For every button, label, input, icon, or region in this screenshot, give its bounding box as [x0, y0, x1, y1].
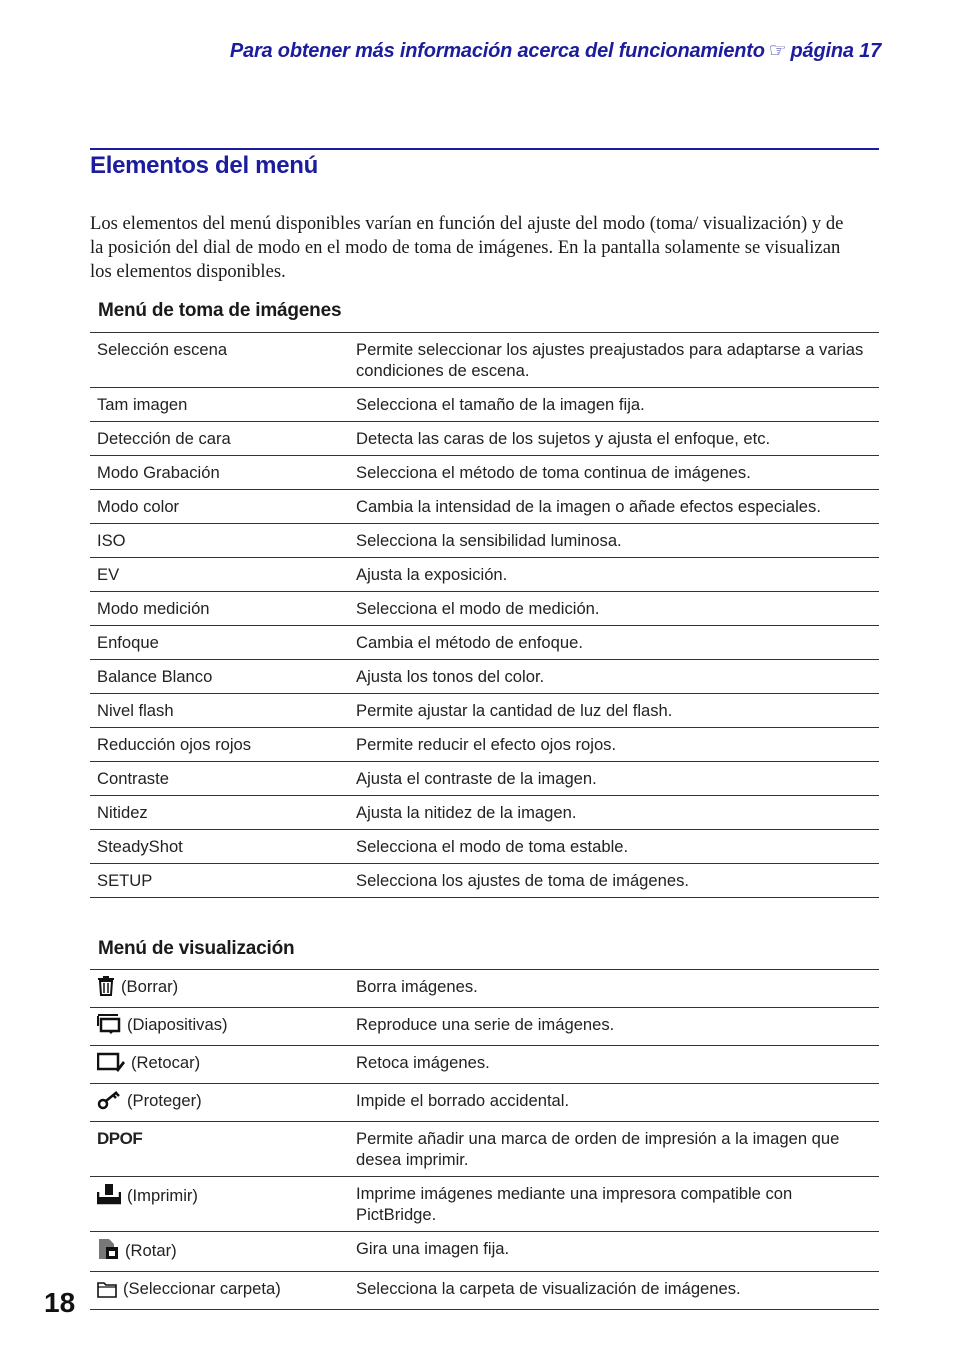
- menu-item-name: Contraste: [90, 762, 343, 796]
- menu-item-description: Imprime imágenes mediante una impresora compatible con PictBridge.: [343, 1177, 879, 1232]
- menu-item-name: Enfoque: [90, 626, 343, 660]
- menu-row-diapositivas: [90, 1008, 879, 1046]
- menu-item-description: Retoca imágenes.: [343, 1046, 879, 1084]
- menu-item-name: [90, 1008, 343, 1046]
- menu-item-label: (Seleccionar carpeta): [123, 1279, 281, 1298]
- menu-row-modo-grabacion: [90, 456, 879, 490]
- menu-item-name: SteadyShot: [90, 830, 343, 864]
- menu-item-description: Impide el borrado accidental.: [343, 1084, 879, 1122]
- menu-item-name: [90, 1122, 343, 1177]
- dpof-icon: DPOF: [97, 1129, 143, 1148]
- menu-item-name: Reducción ojos rojos: [90, 728, 343, 762]
- menu-row-nivel-flash: [90, 694, 879, 728]
- menu-item-description: Ajusta la exposición.: [343, 558, 879, 592]
- section-title: Elementos del menú: [90, 152, 318, 179]
- menu-item-description: Gira una imagen fija.: [343, 1232, 879, 1272]
- menu-item-description: Permite seleccionar los ajustes preajustados para adaptarse a varias condiciones de escena.: [343, 333, 879, 388]
- intro-paragraph: Los elementos del menú disponibles varían en función del ajuste del modo (toma/ visualización) y de la posición del dial de modo en el modo de toma de imágenes. En la pantalla solamente se visualizan los elementos disponibles.: [90, 213, 844, 282]
- shooting-menu-title: Menú de toma de imágenes: [98, 300, 342, 321]
- cross-reference-text: Para obtener más información acerca del funcionamiento: [229, 40, 765, 62]
- menu-item-description: Ajusta la nitidez de la imagen.: [343, 796, 879, 830]
- menu-item-description: Borra imágenes.: [343, 970, 879, 1008]
- menu-item-name: Detección de cara: [90, 422, 343, 456]
- menu-item-name: [90, 1232, 343, 1272]
- menu-row-tam-imagen: [90, 388, 879, 422]
- menu-item-label: (Rotar): [125, 1241, 177, 1260]
- slideshow-icon: [97, 1014, 121, 1039]
- menu-item-description: Selecciona el método de toma continua de imágenes.: [343, 456, 879, 490]
- menu-item-name: ISO: [90, 524, 343, 558]
- menu-row-steadyshot: [90, 830, 879, 864]
- menu-item-description: Selecciona la carpeta de visualización de imágenes.: [343, 1272, 879, 1310]
- menu-item-description: Selecciona el modo de toma estable.: [343, 830, 879, 864]
- menu-item-description: Ajusta los tonos del color.: [343, 660, 879, 694]
- folder-icon: [97, 1280, 117, 1303]
- menu-item-name: Balance Blanco: [90, 660, 343, 694]
- menu-item-description: Permite añadir una marca de orden de impresión a la imagen que desea imprimir.: [343, 1122, 879, 1177]
- menu-row-proteger: [90, 1084, 879, 1122]
- menu-item-name: Tam imagen: [90, 388, 343, 422]
- menu-item-name: [90, 1084, 343, 1122]
- menu-item-description: Reproduce una serie de imágenes.: [343, 1008, 879, 1046]
- menu-item-name: Selección escena: [90, 333, 343, 388]
- shooting-menu-table: [90, 332, 879, 898]
- menu-row-balance-blanco: [90, 660, 879, 694]
- menu-row-contraste: [90, 762, 879, 796]
- menu-row-ev: [90, 558, 879, 592]
- menu-item-description: Selecciona el modo de medición.: [343, 592, 879, 626]
- viewing-menu-table: [90, 969, 879, 1310]
- menu-item-label: (Imprimir): [127, 1186, 198, 1205]
- rotate-icon: [97, 1238, 119, 1265]
- menu-row-seleccionar-carpeta: [90, 1272, 879, 1310]
- pointing-hand-icon: ☞: [768, 40, 787, 62]
- menu-row-retocar: [90, 1046, 879, 1084]
- section-divider: [90, 148, 879, 150]
- menu-row-seleccion-escena: [90, 333, 879, 388]
- print-icon: [97, 1183, 121, 1210]
- menu-row-dpof: [90, 1122, 879, 1177]
- menu-item-description: Selecciona la sensibilidad luminosa.: [343, 524, 879, 558]
- menu-row-modo-color: [90, 490, 879, 524]
- key-icon: [97, 1090, 121, 1115]
- page-number: 18: [44, 1287, 76, 1318]
- menu-item-label: (Retocar): [131, 1053, 201, 1072]
- menu-item-description: Permite ajustar la cantidad de luz del flash.: [343, 694, 879, 728]
- menu-item-name: Nivel flash: [90, 694, 343, 728]
- menu-row-reduccion-ojos-rojos: [90, 728, 879, 762]
- menu-item-description: Cambia la intensidad de la imagen o añade efectos especiales.: [343, 490, 879, 524]
- menu-item-name: Nitidez: [90, 796, 343, 830]
- menu-row-rotar: [90, 1232, 879, 1272]
- menu-row-enfoque: [90, 626, 879, 660]
- menu-item-label: (Borrar): [121, 977, 179, 996]
- menu-item-name: [90, 1272, 343, 1310]
- menu-row-borrar: [90, 970, 879, 1008]
- cross-reference-note: [230, 38, 881, 63]
- menu-item-description: Cambia el método de enfoque.: [343, 626, 879, 660]
- menu-item-name: Modo color: [90, 490, 343, 524]
- retouch-icon: [97, 1052, 125, 1077]
- menu-item-description: Permite reducir el efecto ojos rojos.: [343, 728, 879, 762]
- menu-item-description: Selecciona los ajustes de toma de imágenes.: [343, 864, 879, 898]
- menu-item-description: Ajusta el contraste de la imagen.: [343, 762, 879, 796]
- menu-item-name: [90, 1046, 343, 1084]
- menu-item-name: [90, 970, 343, 1008]
- viewing-menu-title: Menú de visualización: [98, 938, 295, 959]
- menu-item-name: SETUP: [90, 864, 343, 898]
- menu-item-label: (Diapositivas): [127, 1015, 228, 1034]
- menu-row-iso: [90, 524, 879, 558]
- menu-item-description: Selecciona el tamaño de la imagen fija.: [343, 388, 879, 422]
- menu-row-nitidez: [90, 796, 879, 830]
- menu-row-deteccion-de-cara: [90, 422, 879, 456]
- menu-row-setup: [90, 864, 879, 898]
- menu-item-description: Detecta las caras de los sujetos y ajusta el enfoque, etc.: [343, 422, 879, 456]
- menu-row-modo-medicion: [90, 592, 879, 626]
- cross-reference-page: página 17: [790, 40, 881, 62]
- menu-item-name: Modo medición: [90, 592, 343, 626]
- trash-icon: [97, 976, 115, 1001]
- menu-item-name: [90, 1177, 343, 1232]
- menu-item-label: (Proteger): [127, 1091, 202, 1110]
- menu-row-imprimir: [90, 1177, 879, 1232]
- menu-item-name: Modo Grabación: [90, 456, 343, 490]
- menu-item-name: EV: [90, 558, 343, 592]
